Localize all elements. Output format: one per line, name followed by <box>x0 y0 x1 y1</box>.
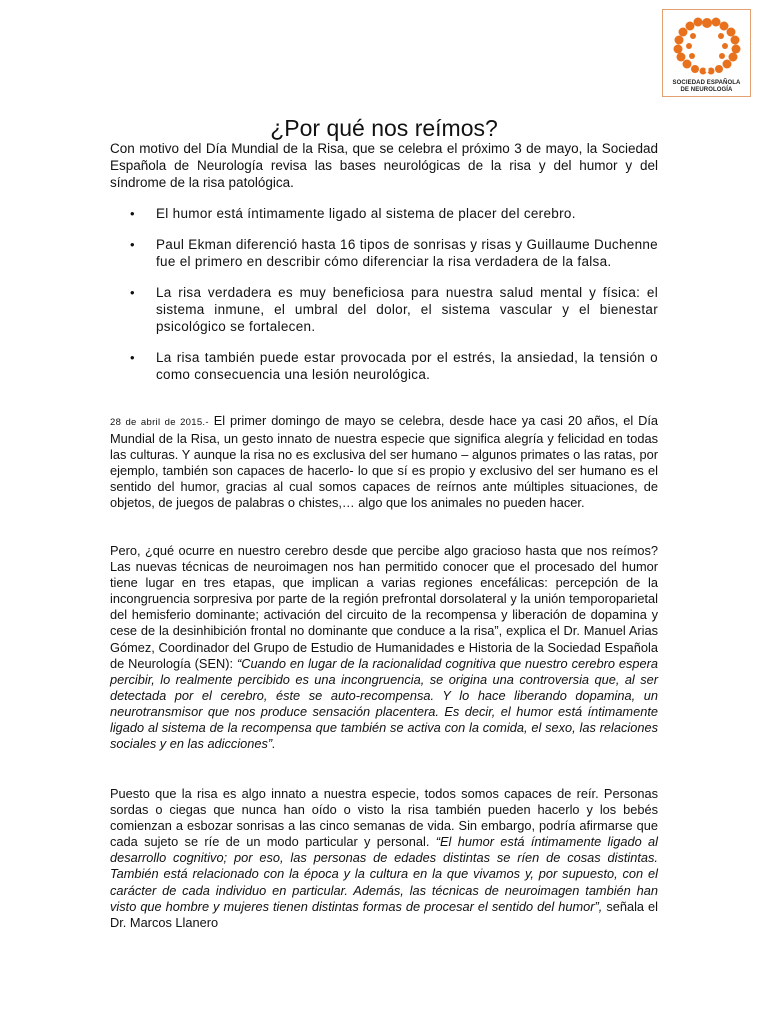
bullet-icon: • <box>130 237 135 252</box>
list-item-text: La risa verdadera es muy beneficiosa para nuestra salud mental y física: el sistema inmune, el umbral del dolor, el sistema vascular y el bienestar psicológico se fortalecen. <box>156 285 658 334</box>
quote-text: “Cuando en lugar de la racionalidad cognitiva que nuestro cerebro espera percibir, lo realmente percibido es una incongruencia, se origina una controversia que, al ser detectada por el cerebro, éste se auto-recompensa. Y lo hace liberando dopamina, un neurotransmisor que nos produce sensación placentera. Es decir, el humor está íntimamente ligado al sistema de la recompensa que también se activa con la comida, el sexo, las relaciones sociales y en las adicciones”. <box>110 655 658 752</box>
intro-paragraph: Con motivo del Día Mundial de la Risa, que se celebra el próximo 3 de mayo, la Sociedad Española de Neurología revisa las bases neurológicas de la risa y del humor y del síndrome de la risa patológica. <box>110 141 658 190</box>
logo-text-line1: SOCIEDAD ESPAÑOLA <box>672 80 741 86</box>
bullet-icon: • <box>130 350 135 365</box>
paragraph-text: Pero, ¿qué ocurre en nuestro cerebro desde que percibe algo gracioso hasta que nos reímos? Las nuevas técnicas de neuroimagen nos han permitido conocer que el procesado del humor tiene lugar en tres etapas, que implican a varias regiones encefálicas: percepción de la incongruencia sorpresiva por parte de la región prefrontal dorsolateral y la unión temporoparietal del hemisferio dominante; activación del circuito de la recompensa y liberación de dopamina y cese de la desinhibición frontal no dominante que conduce a la risa”, explica el Dr. Manuel Arias Gómez, Coordinador del Grupo de Estudio de Humanidades e Historia de la Sociedad Española de Neurología (SEN): <box>110 543 658 671</box>
logo-text-line2: DE NEUROLOGÍA <box>680 87 733 93</box>
brain-logo-icon <box>669 14 745 76</box>
body-paragraph-3 <box>110 786 658 931</box>
list-item <box>110 236 658 270</box>
list-item <box>110 284 658 335</box>
list-item-text: El humor está íntimamente ligado al sistema de placer del cerebro. <box>156 206 576 221</box>
bullet-icon: • <box>130 206 135 221</box>
page-title: ¿Por qué nos reímos? <box>270 115 498 141</box>
publication-date: 28 de abril de 2015.- <box>110 417 209 428</box>
list-item-text: La risa también puede estar provocada por el estrés, la ansiedad, la tensión o como consecuencia una lesión neurológica. <box>156 350 658 382</box>
list-item <box>110 349 658 383</box>
paragraph-text: El primer domingo de mayo se celebra, desde hace ya casi 20 años, el Día Mundial de la Risa, un gesto innato de nuestra especie que significa alegría y felicidad en todas las culturas. Y aunque la risa no es exclusiva del ser humano – algunos primates o las ratas, por ejemplo, también son capaces de hacerlo- lo que sí es propio y exclusivo del ser humano es el sentido del humor, gracias al cual somos capaces de reírnos ante múltiples situaciones, de objetos, de juegos de palabras o chistes,… algo que los animales no pueden hacer. <box>110 413 658 511</box>
body-paragraph-2 <box>110 543 658 752</box>
sen-logo <box>662 9 751 97</box>
quote-text: “El humor está íntimamente ligado al desarrollo cognitivo; por eso, las personas de edades distintas se ríen de cosas distintas. También está relacionado con la época y la cultura en la que vivamos y, por supuesto, con el carácter de cada individuo en particular. Además, las técnicas de neuroimagen también han visto que hombre y mujeres tienen distintas formas de procesar el sentido del humor”, <box>110 834 658 914</box>
paragraph-text: Puesto que la risa es algo innato a nuestra especie, todos somos capaces de reír. Personas sordas o ciegas que nunca han oído o visto la risa también pueden hacerlo y los bebés comienzan a esbozar sonrisas a las cinco semanas de vida. Sin embargo, podría afirmarse que cada sujeto se ríe de un modo particular y personal. <box>110 786 658 850</box>
bullet-icon: • <box>130 285 135 300</box>
highlights-list <box>110 205 658 383</box>
body-paragraph-1 <box>110 413 658 512</box>
list-item <box>110 205 658 222</box>
paragraph-tail-text: señala el Dr. Marcos Llanero <box>110 898 659 930</box>
list-item-text: Paul Ekman diferenció hasta 16 tipos de sonrisas y risas y Guillaume Duchenne fue el primero en describir cómo diferenciar la risa verdadera de la falsa. <box>156 237 658 269</box>
